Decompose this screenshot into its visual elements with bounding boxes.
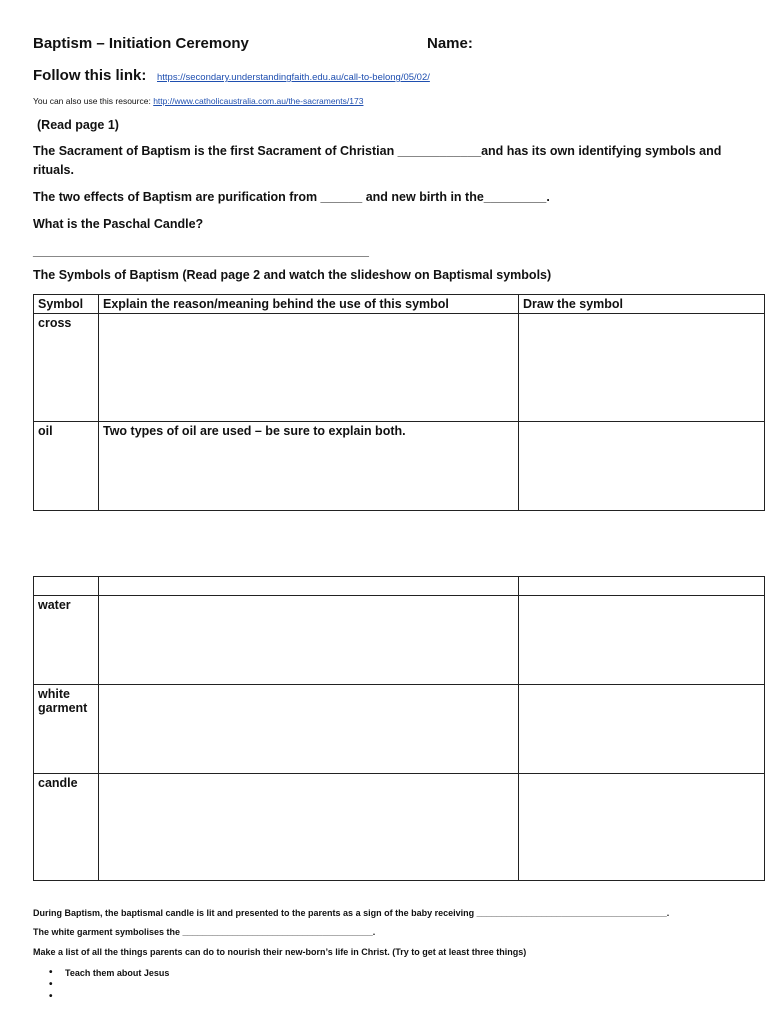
- table-header-row: [34, 577, 765, 596]
- read-page-1: (Read page 1): [37, 118, 119, 132]
- explain-cell[interactable]: [99, 596, 519, 685]
- header-symbol: Symbol: [34, 295, 99, 314]
- symbol-cell: oil: [34, 422, 99, 511]
- table-row: [34, 685, 765, 774]
- header-cell: [34, 577, 99, 596]
- follow-link[interactable]: https://secondary.understandingfaith.edu.au/call-to-belong/05/02/: [157, 72, 430, 83]
- symbol-cell: white garment: [34, 685, 99, 774]
- explain-cell[interactable]: [99, 774, 519, 881]
- symbols-table-1: [33, 294, 765, 511]
- header-explain: Explain the reason/meaning behind the use of this symbol: [99, 295, 519, 314]
- table-row: [34, 774, 765, 881]
- draw-cell[interactable]: [519, 774, 765, 881]
- header-draw: Draw the symbol: [519, 295, 765, 314]
- explain-cell[interactable]: [99, 685, 519, 774]
- list-item: [33, 979, 169, 991]
- resource-link[interactable]: http://www.catholicaustralia.com.au/the-sacraments/173: [153, 96, 364, 106]
- draw-cell[interactable]: [519, 422, 765, 511]
- symbols-heading: The Symbols of Baptism (Read page 2 and watch the slideshow on Baptismal symbols): [33, 268, 552, 282]
- table-row: [34, 422, 765, 511]
- symbol-cell: candle: [34, 774, 99, 881]
- symbol-cell: cross: [34, 314, 99, 422]
- explain-cell[interactable]: [99, 314, 519, 422]
- symbols-table-2: [33, 576, 765, 881]
- draw-cell[interactable]: [519, 596, 765, 685]
- answer-line: ____________________________________________________: [33, 244, 369, 258]
- explain-cell[interactable]: Two types of oil are used – be sure to explain both.: [99, 422, 519, 511]
- resource-label: [33, 96, 363, 106]
- footer-line-1: During Baptism, the baptismal candle is lit and presented to the parents as a sign of the baby receiving ______________________________________.: [33, 908, 670, 918]
- table-header-row: [34, 295, 765, 314]
- nourish-list: [33, 967, 169, 1003]
- sentence-2: The two effects of Baptism are purification from ______ and new birth in the_________.: [33, 190, 550, 204]
- resource-label-text: You can also use this resource:: [33, 96, 151, 106]
- header-cell: [519, 577, 765, 596]
- footer-line-3: Make a list of all the things parents can do to nourish their new-born’s life in Christ. (Try to get at least three things): [33, 947, 527, 957]
- symbol-cell: water: [34, 596, 99, 685]
- worksheet-title: Baptism – Initiation Ceremony: [33, 35, 249, 52]
- paschal-candle-question: What is the Paschal Candle?: [33, 217, 204, 231]
- list-item: [33, 991, 169, 1003]
- table-row: [34, 596, 765, 685]
- table-row: [34, 314, 765, 422]
- draw-cell[interactable]: [519, 685, 765, 774]
- footer-line-2: The white garment symbolises the ______________________________________.: [33, 927, 376, 937]
- sentence-1-line-1: The Sacrament of Baptism is the first Sacrament of Christian ____________and has its own identifying symbols and: [33, 144, 722, 158]
- draw-cell[interactable]: [519, 314, 765, 422]
- name-label: Name:: [427, 35, 473, 52]
- follow-link-label: Follow this link:: [33, 67, 147, 84]
- sentence-1-line-2: rituals.: [33, 163, 74, 177]
- header-cell: [99, 577, 519, 596]
- list-item: • Teach them about Jesus: [33, 967, 169, 979]
